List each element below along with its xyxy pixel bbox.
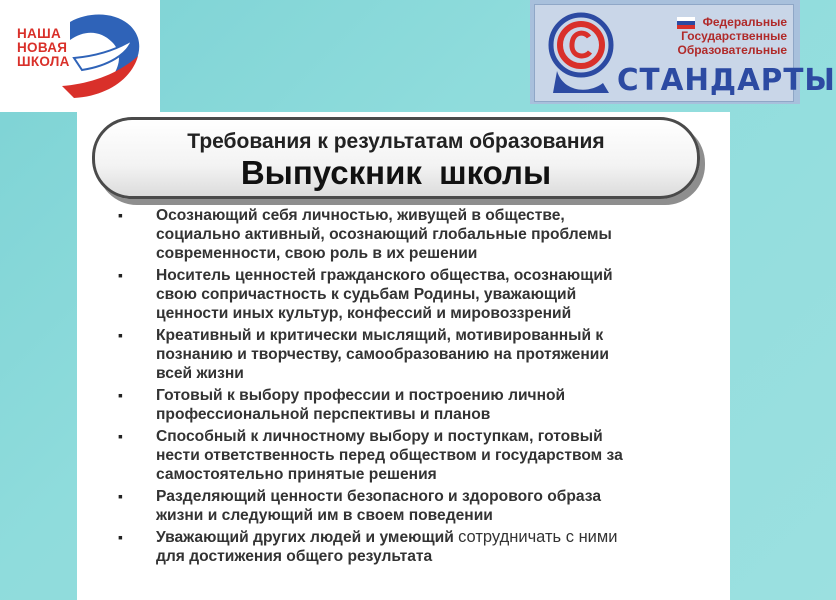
item-line: социально активный, осознающий глобальные проблемы	[156, 226, 612, 243]
list-item	[118, 326, 718, 383]
bullet-icon: ▪	[118, 488, 123, 504]
banner-title: Выпускник школы	[240, 154, 552, 191]
item-line: Осознающий себя личностью, живущей в обществе,	[156, 207, 565, 224]
banner-subtitle: Требования к результатам образования	[187, 130, 605, 153]
item-line: Носитель ценностей гражданского общества, осознающий	[156, 267, 613, 284]
bullet-icon: ▪	[118, 387, 123, 403]
logo-line-3: ШКОЛА	[17, 54, 70, 69]
list-item	[118, 427, 718, 484]
standards-emblem-icon	[543, 11, 619, 97]
logo-line-2: НОВАЯ	[17, 40, 68, 55]
logo-fgos	[530, 0, 836, 104]
logo-nasha-novaya-shkola	[0, 0, 160, 112]
item-line: ценности иных культур, конфессий и мировоззрений	[156, 305, 572, 322]
list-item	[118, 386, 718, 424]
item-line: нести ответственность перед обществом и государством за	[156, 447, 623, 464]
item-line: для достижения общего результата	[156, 548, 433, 565]
fgos-line-3: Образовательные	[677, 43, 787, 57]
item-line: Разделяющий ценности безопасного и здорового образа	[156, 488, 602, 505]
fgos-line-2: Государственные	[681, 29, 787, 43]
list-item	[118, 206, 718, 263]
item-line: современности, свою роль в их решении	[156, 245, 478, 262]
item-line: самостоятельно принятые решения	[156, 466, 437, 483]
item-line: жизни и следующий им в своем поведении	[156, 507, 493, 524]
bullet-icon: ▪	[118, 428, 123, 444]
title-banner	[92, 117, 700, 199]
item-line: свою сопричастность к судьбам Родины, уважающий	[156, 286, 577, 303]
bullet-icon: ▪	[118, 207, 123, 223]
item-line: познанию и творчеству, самообразованию на протяжении	[156, 346, 609, 363]
fgos-wordmark: СТАНДАРТЫ	[617, 63, 836, 98]
item-line: Способный к личностному выбору и поступкам, готовый	[156, 428, 603, 445]
list-item	[118, 528, 718, 566]
item-line-tail: сотрудничать с ними	[458, 528, 618, 546]
bullet-icon: ▪	[118, 327, 123, 343]
item-line: профессиональной перспективы и планов	[156, 406, 491, 423]
item-line: всей жизни	[156, 365, 244, 382]
item-line: Креативный и критически мыслящий, мотивированный к	[156, 327, 604, 344]
bullet-icon: ▪	[118, 267, 123, 283]
list-item	[118, 266, 718, 323]
logo-line-1: НАША	[17, 26, 62, 41]
item-line: Готовый к выбору профессии и построению личной	[156, 387, 566, 404]
list-item	[118, 487, 718, 525]
fgos-line-1: Федеральные	[702, 15, 787, 29]
item-line: Уважающий других людей и умеющий	[156, 529, 459, 546]
graduate-requirements-list	[118, 206, 718, 569]
bullet-icon: ▪	[118, 529, 123, 545]
